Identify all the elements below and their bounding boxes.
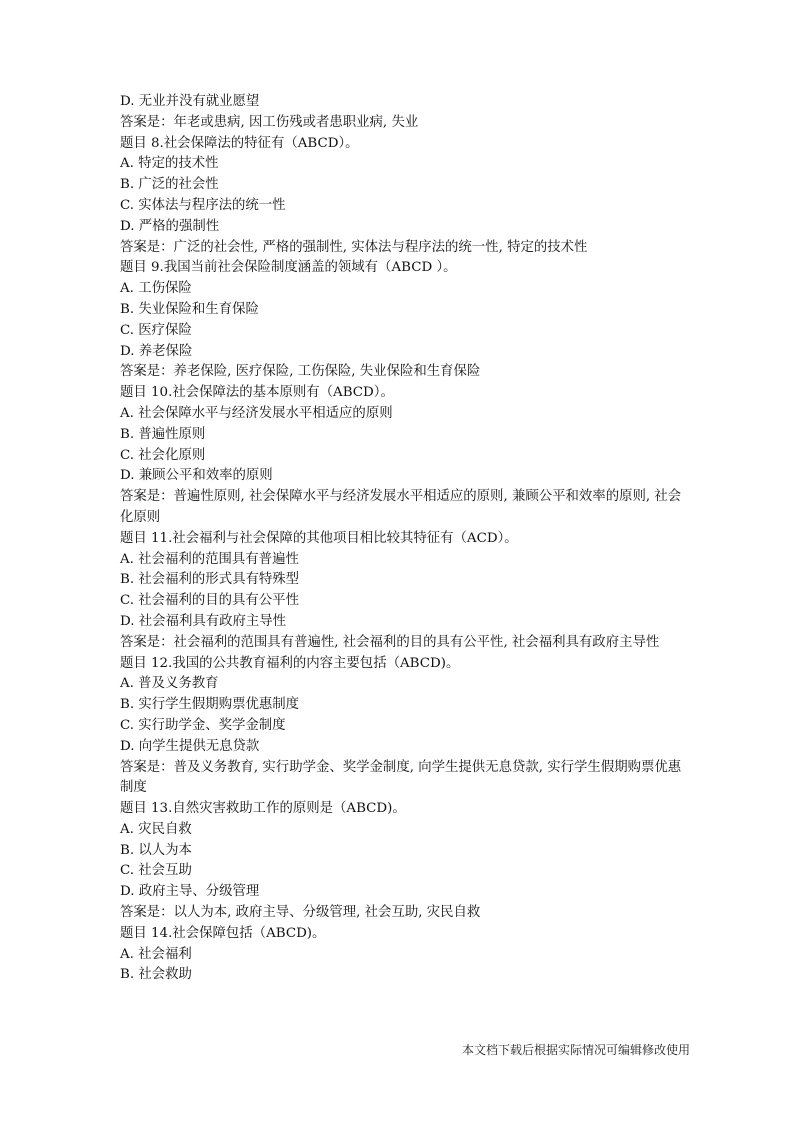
document-body [120,92,690,986]
answer-line: 答案是：社会福利的范围具有普遍性, 社会福利的目的具有公平性, 社会福利具有政府主导性 [120,634,660,650]
option-line: B. 普遍性原则 [120,426,206,442]
question-line: 题目 10.社会保障法的基本原则有（ABCD）。 [120,385,394,401]
answer-line: 答案是：年老或患病, 因工伤残或者患职业病, 失业 [120,114,419,130]
option-line: A. 灾民自救 [120,821,192,837]
option-line: B. 社会福利的形式具有特殊型 [120,572,300,588]
answer-line: 答案是：广泛的社会性, 严格的强制性, 实体法与程序法的统一性, 特定的技术性 [120,239,588,255]
option-line: A. 社会保障水平与经济发展水平相适应的原则 [120,405,393,421]
option-line: B. 实行学生假期购票优惠制度 [120,697,300,713]
question-line: 题目 9.我国当前社会保险制度涵盖的领域有（ABCD ）。 [120,260,457,276]
option-line: B. 广泛的社会性 [120,177,219,193]
question-line: 题目 11.社会福利与社会保障的其他项目相比较其特征有（ACD）。 [120,530,518,546]
option-line: B. 失业保险和生育保险 [120,301,259,317]
answer-line: 答案是：普遍性原则, 社会保障水平与经济发展水平相适应的原则, 兼顾公平和效率的原则, 社会化原则 [120,489,682,525]
option-line: D. 严格的强制性 [120,218,220,234]
option-line: B. 以人为本 [120,842,192,858]
answer-line: 答案是：以人为本, 政府主导、分级管理, 社会互助, 灾民自救 [120,905,481,921]
question-line: 题目 12.我国的公共教育福利的内容主要包括（ABCD)。 [120,655,460,671]
option-line: D. 兼顾公平和效率的原则 [120,468,273,484]
option-line: B. 社会救助 [120,967,192,983]
page-footer: 本文档下载后根据实际情况可编辑修改使用 [461,1043,690,1057]
option-line: D. 向学生提供无息贷款 [120,738,260,754]
option-line: A. 社会福利的范围具有普遍性 [120,551,299,567]
answer-line: 答案是：养老保险, 医疗保险, 工伤保险, 失业保险和生育保险 [120,364,481,380]
option-line: A. 特定的技术性 [120,156,219,172]
option-line: D. 无业并没有就业愿望 [120,94,260,109]
option-line: C. 医疗保险 [120,322,192,338]
question-line: 题目 13.自然灾害救助工作的原则是（ABCD)。 [120,801,406,817]
option-line: C. 实体法与程序法的统一性 [120,197,286,213]
option-line: C. 社会互助 [120,863,192,879]
option-line: A. 工伤保险 [120,281,192,297]
question-line: 题目 14.社会保障包括（ABCD)。 [120,925,326,941]
option-line: A. 社会福利 [120,946,192,962]
option-line: D. 政府主导、分级管理 [120,884,260,900]
option-line: D. 养老保险 [120,343,193,359]
question-line: 题目 8.社会保障法的特征有（ABCD）。 [120,135,359,151]
option-line: C. 社会化原则 [120,447,206,463]
answer-line: 答案是：普及义务教育, 实行助学金、奖学金制度, 向学生提供无息贷款, 实行学生假期购票优惠制度 [120,759,682,796]
option-line: C. 实行助学金、奖学金制度 [120,717,286,733]
option-line: C. 社会福利的目的具有公平性 [120,593,299,609]
option-line: A. 普及义务教育 [120,676,219,692]
option-line: D. 社会福利具有政府主导性 [120,613,287,629]
